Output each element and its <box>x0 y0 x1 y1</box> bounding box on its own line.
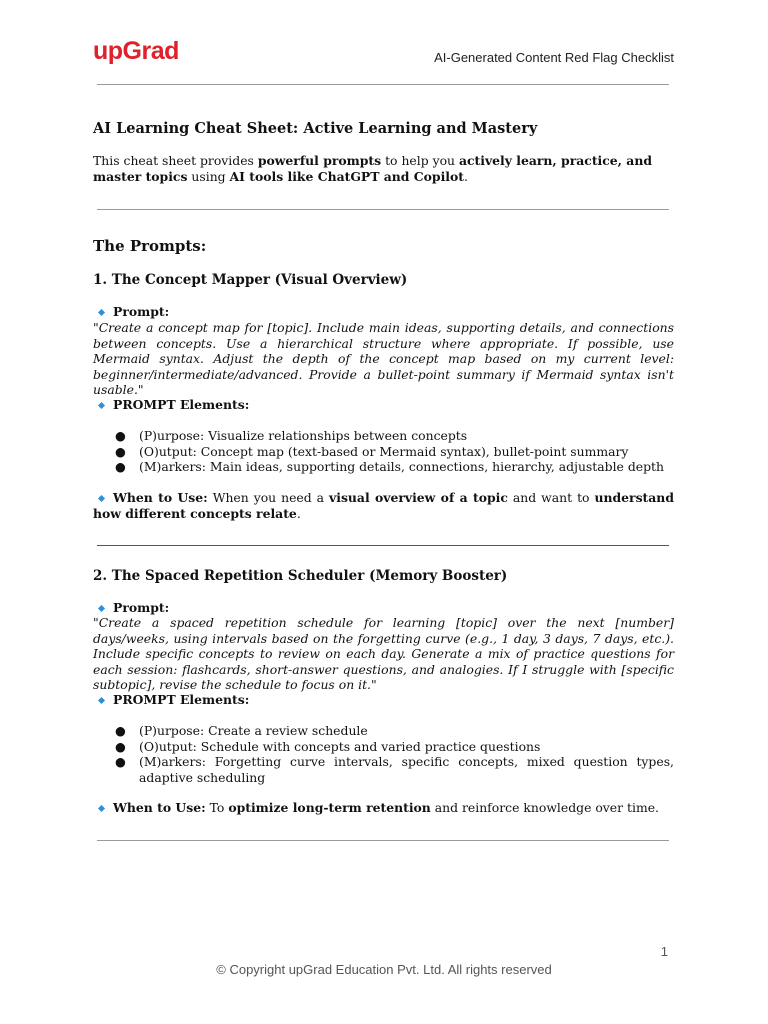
bullet-dot-icon: ● <box>115 754 126 770</box>
list-item: ● (P)urpose: Create a review schedule <box>115 723 368 738</box>
copyright-footer: © Copyright upGrad Education Pvt. Ltd. All rights reserved <box>216 962 552 977</box>
prompt-elements-list <box>93 428 674 475</box>
blue-diamond-icon <box>98 401 105 408</box>
page-title: AI Learning Cheat Sheet: Active Learning and Mastery <box>93 120 538 137</box>
bullet-dot-icon: ● <box>115 443 126 459</box>
prompt-elements-label: PROMPT Elements: <box>93 397 249 412</box>
blue-diamond-icon <box>98 696 105 703</box>
divider <box>97 209 669 210</box>
blue-diamond-icon <box>98 604 105 611</box>
prompt-label: Prompt: <box>93 304 169 319</box>
bullet-dot-icon: ● <box>115 459 126 475</box>
prompt-text: "Create a concept map for [topic]. Include main ideas, supporting details, and connections between concepts. Use a hierarchical structure where appropriate. If possible, use Mermaid syntax. Adjust the depth of the concept map based on my current level: beginner/intermediate/advanced. Provide a bullet-point summary if Mermaid syntax isn't usable." <box>93 320 674 398</box>
prompt-elements-label: PROMPT Elements: <box>93 692 249 707</box>
bullet-dot-icon: ● <box>115 723 126 738</box>
blue-diamond-icon <box>98 804 105 811</box>
list-item: ● (P)urpose: Visualize relationships between concepts <box>115 428 468 443</box>
blue-diamond-icon <box>98 494 105 501</box>
when-to-use: When to Use: To optimize long-term retention and reinforce knowledge over time. <box>93 800 674 816</box>
blue-diamond-icon <box>98 308 105 315</box>
section-heading: 1. The Concept Mapper (Visual Overview) <box>93 272 408 288</box>
list-item: ● (O)utput: Schedule with concepts and varied practice questions <box>115 738 541 754</box>
prompt-elements-list <box>93 723 674 785</box>
document-title: AI-Generated Content Red Flag Checklist <box>434 50 674 65</box>
prompt-label: Prompt: <box>93 600 169 615</box>
upgrad-logo: upGrad <box>93 37 179 65</box>
bullet-dot-icon: ● <box>115 738 126 754</box>
prompt-text: "Create a spaced repetition schedule for learning [topic] over the next [number] days/weeks, using intervals based on the forgetting curve (e.g., 1 day, 3 days, 7 days, etc.). Include specific concepts to review on each day. Generate a mix of practice questions for each session: flashcards, short-answer questions, and analogies. If I struggle with [specific subtopic], revise the schedule to focus on it." <box>93 615 674 693</box>
intro-paragraph: This cheat sheet provides powerful prompts to help you actively learn, practice, and master topics using AI tools like ChatGPT and Copilot. <box>93 153 653 184</box>
divider <box>97 84 669 85</box>
bullet-dot-icon: ● <box>115 428 126 443</box>
list-item: ● (M)arkers: Forgetting curve intervals, specific concepts, mixed question types, adaptive scheduling <box>115 754 674 785</box>
list-item: ● (M)arkers: Main ideas, supporting details, connections, hierarchy, adjustable depth <box>115 459 664 475</box>
section-heading: 2. The Spaced Repetition Scheduler (Memory Booster) <box>93 568 508 584</box>
divider <box>97 545 669 546</box>
when-to-use: When to Use: When you need a visual overview of a topic and want to understand how different concepts relate. <box>93 490 674 521</box>
divider <box>97 840 669 841</box>
list-item: ● (O)utput: Concept map (text-based or Mermaid syntax), bullet-point summary <box>115 443 629 459</box>
prompts-heading: The Prompts: <box>93 237 207 255</box>
page-number: 1 <box>660 944 668 959</box>
